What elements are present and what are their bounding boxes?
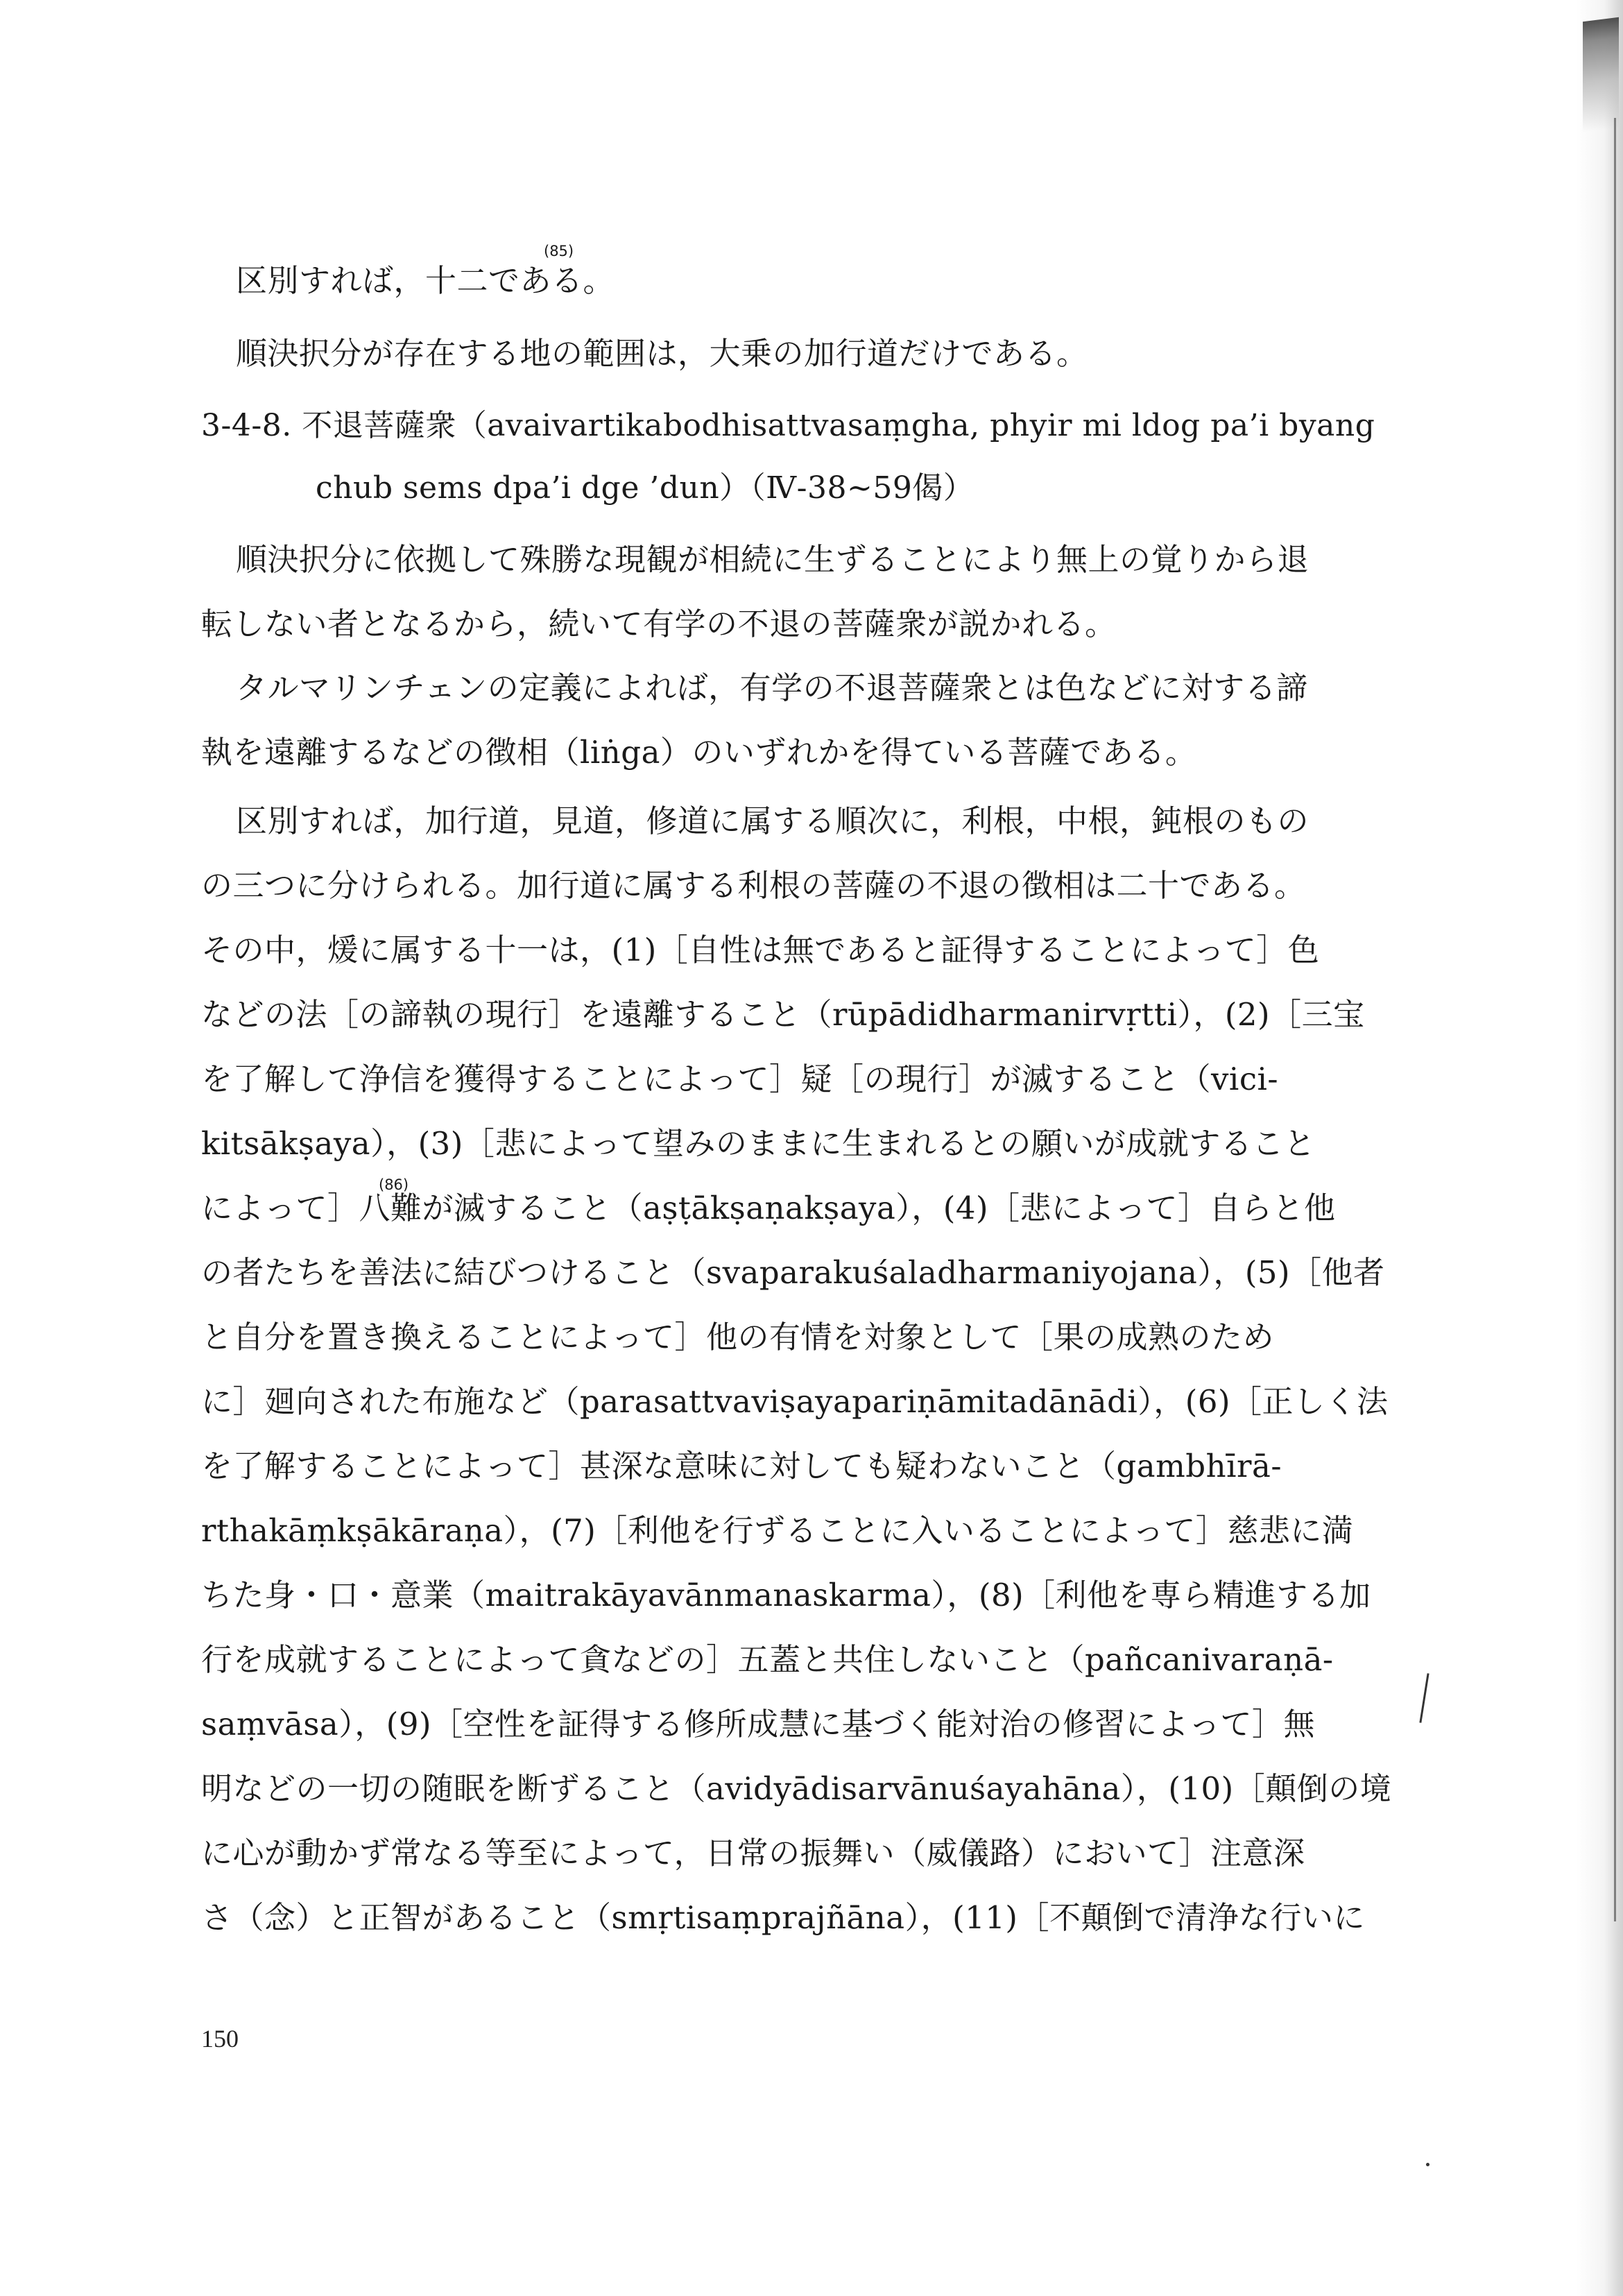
endnote-marker: (85) xyxy=(544,243,574,259)
text-line: saṃvāsa），(9)［空性を証得する修所成慧に基づく能対治の修習によって］無 xyxy=(201,1706,1316,1742)
text-line: の者たちを善法に結びつけること（svaparakuśaladharmaniyojana），(5)［他者 xyxy=(201,1254,1385,1291)
text-line: を了解することによって］甚深な意味に対しても疑わないこと（gambhīrā- xyxy=(201,1448,1282,1484)
text-line: 順決択分に依拠して殊勝な現観が相続に生ずることにより無上の覚りから退 xyxy=(236,541,1309,578)
text-line: 区別すれば，加行道，見道，修道に属する順次に，利根，中根，鈍根のもの xyxy=(236,803,1309,839)
page-number: 150 xyxy=(201,2025,239,2053)
text-line: ちた身・口・意業（maitrakāyavānmanaskarma），(8)［利他を専ら精進する加 xyxy=(201,1577,1371,1613)
text-line: タルマリンチェンの定義によれば，有学の不退菩薩衆とは色などに対する諦 xyxy=(236,669,1308,706)
text-line: 転しない者となるから，続いて有学の不退の菩薩衆が説かれる。 xyxy=(201,606,1117,642)
section-heading-line: chub sems dpa’i dge ’dun）（Ⅳ-38~59偈） xyxy=(316,470,974,506)
text-line: と自分を置き換えることによって］他の有情を対象として［果の成熟のため xyxy=(201,1319,1275,1355)
text-line: に心が動かず常なる等至によって，日常の振舞い（威儀路）において］注意深 xyxy=(201,1835,1305,1871)
text-line: などの法［の諦執の現行］を遠離すること（rūpādidharmanirvṛtti），(2)［三宝 xyxy=(201,996,1365,1033)
text-line: によって］八難が滅すること（aṣṭākṣaṇakṣaya），(4)［悲によって］自らと他 xyxy=(201,1190,1336,1226)
text-line: の三つに分けられる。加行道に属する利根の菩薩の不退の徴相は二十である。 xyxy=(201,867,1306,904)
text-line: その中，煖に属する十一は，(1)［自性は無であると証得することによって］色 xyxy=(201,932,1320,968)
endnote-marker: (86) xyxy=(379,1176,409,1193)
text-line: 順決択分が存在する地の範囲は，大乗の加行道だけである。 xyxy=(236,335,1088,372)
scan-corner-shadow xyxy=(1583,17,1619,132)
text-line: に］廻向された布施など（parasattvaviṣayapariṇāmitadānādi），(6)［正しく法 xyxy=(201,1383,1389,1420)
text-line: を了解して浄信を獲得することによって］疑［の現行］が滅すること（vici- xyxy=(201,1061,1279,1097)
text-line: 明などの一切の随眠を断ずること（avidyādisarvānuśayahāna），(10)［顛倒の境 xyxy=(201,1770,1392,1807)
scan-speck xyxy=(1426,2163,1429,2166)
text-line: さ（念）と正智があること（smṛtisaṃprajñāna），(11)［不顛倒で清浄な行いに xyxy=(201,1899,1365,1936)
text-line: 執を遠離するなどの徴相（liṅga）のいずれかを得ている菩薩である。 xyxy=(201,734,1197,771)
margin-pencil-mark xyxy=(1419,1673,1429,1723)
text-line: 区別すれば，十二である。 xyxy=(236,262,615,299)
section-heading-line: 3-4-8. 不退菩薩衆（avaivartikabodhisattvasaṃgha, phyir mi ldog pa’i byang xyxy=(201,408,1375,443)
text-line: rthakāṃkṣākāraṇa），(7)［利他を行ずることに入いることによって］慈悲に満 xyxy=(201,1512,1354,1549)
scan-edge-line xyxy=(1614,118,1616,1921)
text-line: kitsākṣaya），(3)［悲によって望みのままに生まれるとの願いが成就すること xyxy=(201,1125,1316,1162)
text-line: 行を成就することによって貪などの］五蓋と共住しないこと（pañcanivaraṇā- xyxy=(201,1641,1334,1678)
